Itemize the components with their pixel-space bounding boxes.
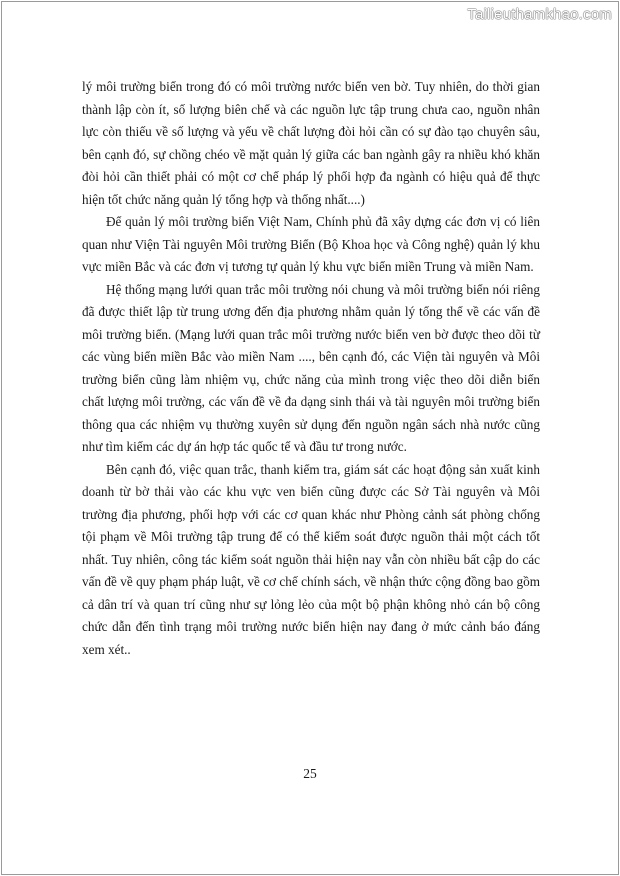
page-number: 25 xyxy=(303,766,317,781)
paragraph-1: lý môi trường biển trong đó có môi trường nước biển ven bờ. Tuy nhiên, do thời gian thành lập còn ít, số lượng biên chế và các nguồn lực tập trung chưa cao, nguồn nhân lực còn thiếu về số lượng và yếu về chất lượng đòi hỏi cần có sự đào tạo chuyên sâu, bên cạnh đó, sự chồng chéo về mặt quản lý giữa các ban ngành gây ra nhiều khó khăn đòi hỏi cần thiết phải có một cơ chế pháp lý phối hợp đa ngành có hiệu quả để thực hiện tốt chức năng quản lý tổng hợp và thống nhất....) xyxy=(82,79,540,207)
document-body xyxy=(82,76,540,661)
paragraph-2: Để quản lý môi trường biển Việt Nam, Chính phủ đã xây dựng các đơn vị có liên quan như Viện Tài nguyên Môi trường Biển (Bộ Khoa học và Công nghệ) quản lý khu vực miền Bắc và các đơn vị tương tự quản lý khu vực biển miền Trung và miền Nam. xyxy=(82,214,540,274)
paragraph-4: Bên cạnh đó, việc quan trắc, thanh kiểm tra, giám sát các hoạt động sản xuất kinh doanh từ bờ thải vào các khu vực ven biển cũng được các Sở Tài nguyên và Môi trường địa phương, phối hợp với các cơ quan khác như Phòng cảnh sát phòng chống tội phạm về Môi trường tập trung để có thể kiểm soát được nguồn thải một cách tốt nhất. Tuy nhiên, công tác kiểm soát nguồn thải hiện nay vẫn còn nhiều bất cập do các vấn đề về quy phạm pháp luật, về cơ chế chính sách, về nhận thức cộng đồng bao gồm cả dân trí và quan trí cũng như sự lỏng lẻo của một bộ phận không nhỏ cán bộ công chức dẫn đến tình trạng môi trường nước biển hiện nay đang ở mức cảnh báo đáng xem xét.. xyxy=(82,461,540,657)
paragraph-3: Hệ thống mạng lưới quan trắc môi trường nói chung và môi trường biển nói riêng đã được thiết lập từ trung ương đến địa phương nhằm quản lý tổng thể về các vấn đề môi trường biển. (Mạng lưới quan trắc môi trường nước biển ven bờ được theo dõi từ các vùng biển miền Bắc vào miền Nam ...., bên cạnh đó, các Viện tài nguyên và Môi trường biển cũng làm nhiệm vụ, chức năng của mình trong việc theo dõi diễn biến chất lượng môi trường, các vấn đề về đa dạng sinh thái và tài nguyên môi trường biển thông qua các nhiệm vụ thường xuyên sử dụng đến nguồn ngân sách nhà nước cũng như tìm kiếm các dự án hợp tác quốc tế và đầu tư trong nước. xyxy=(82,281,540,454)
watermark: Tailieuthamkhao.com xyxy=(467,6,612,23)
